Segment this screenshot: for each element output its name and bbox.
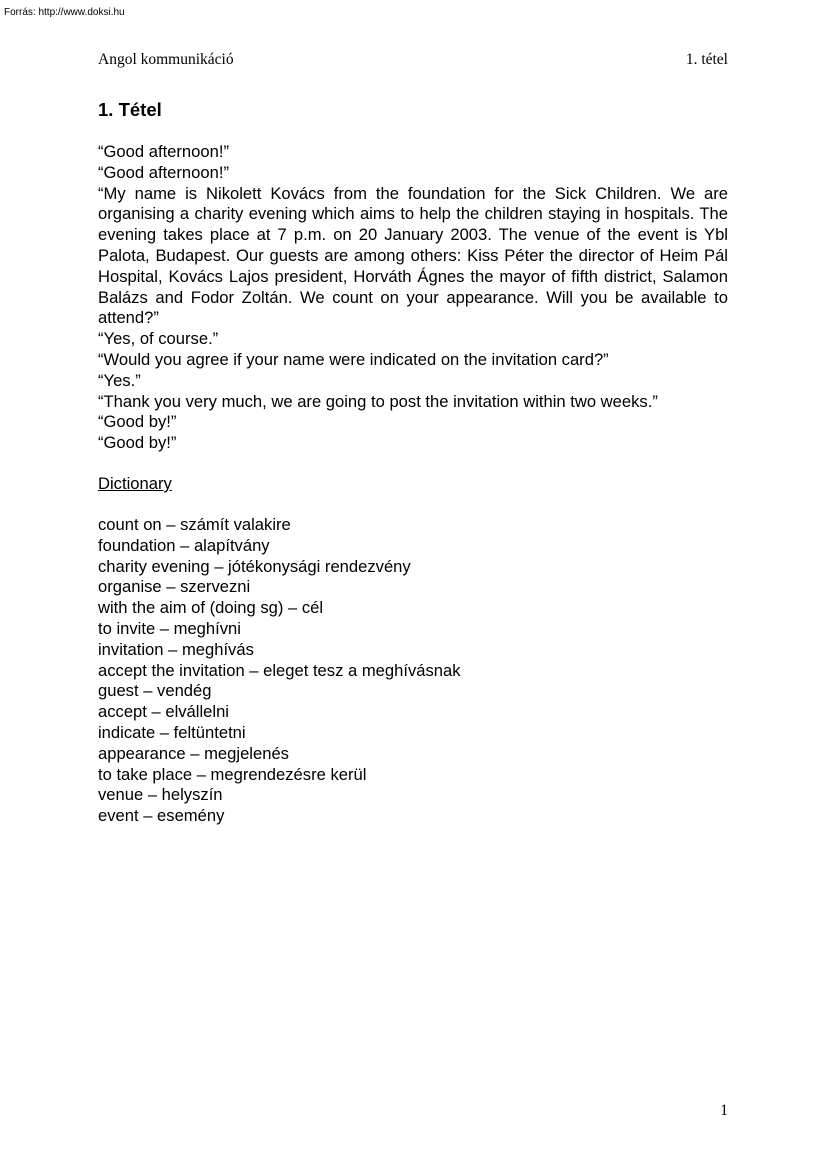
dictionary-entry: accept the invitation – eleget tesz a meghívásnak xyxy=(98,660,461,680)
dictionary-entry: appearance – megjelenés xyxy=(98,743,289,763)
header-section-number: 1. tétel xyxy=(685,51,728,68)
dictionary-entry: to take place – megrendezésre kerül xyxy=(98,764,367,784)
dictionary-entry: indicate – feltüntetni xyxy=(98,722,246,742)
dictionary-list xyxy=(98,515,461,827)
dictionary-entry: to invite – meghívni xyxy=(98,618,241,638)
dialogue-line: “Good by!” xyxy=(98,412,177,432)
page-number: 1 xyxy=(720,1102,728,1119)
dialogue-block xyxy=(98,142,728,454)
page-title: 1. Tétel xyxy=(98,99,162,120)
dialogue-line: “Would you agree if your name were indicated on the invitation card?” xyxy=(98,349,609,369)
dialogue-paragraph: “My name is Nikolett Kovács from the foundation for the Sick Children. We are organising a charity evening which aims to help the children staying in hospitals. The evening takes place at 7 p.m. on 20 January 2003. The venue of the event is Ybl Palota, Budapest. Our guests are among others: Kiss Péter the director of Heim Pál Hospital, Kovács Lajos president, Horváth Ágnes the mayor of fifth district, Salamon Balázs and Fodor Zoltán. We count on your appearance. Will you be available to attend?” xyxy=(98,183,728,328)
dictionary-entry: organise – szervezni xyxy=(98,577,251,597)
dialogue-line: “Yes.” xyxy=(98,370,141,390)
dictionary-heading: Dictionary xyxy=(98,474,172,493)
dialogue-line: “Good by!” xyxy=(98,433,177,453)
dialogue-line: “Thank you very much, we are going to post the invitation within two weeks.” xyxy=(98,391,658,411)
dictionary-entry: venue – helyszín xyxy=(98,785,223,805)
dialogue-line: “Good afternoon!” xyxy=(98,142,229,161)
dialogue-line: “Yes, of course.” xyxy=(98,329,219,349)
running-header xyxy=(98,50,728,70)
dictionary-entry: count on – számít valakire xyxy=(98,515,291,534)
dictionary-entry: invitation – meghívás xyxy=(98,639,254,659)
dictionary-entry: event – esemény xyxy=(98,806,225,826)
dialogue-line: “Good afternoon!” xyxy=(98,162,229,182)
dictionary-entry: charity evening – jótékonysági rendezvény xyxy=(98,556,411,576)
source-note: Forrás: http://www.doksi.hu xyxy=(4,7,125,18)
dictionary-entry: with the aim of (doing sg) – cél xyxy=(98,598,324,618)
dictionary-entry: foundation – alapítvány xyxy=(98,535,270,555)
header-course-title: Angol kommunikáció xyxy=(98,51,234,68)
dictionary-entry: accept – elvállelni xyxy=(98,702,229,722)
dictionary-entry: guest – vendég xyxy=(98,681,212,701)
